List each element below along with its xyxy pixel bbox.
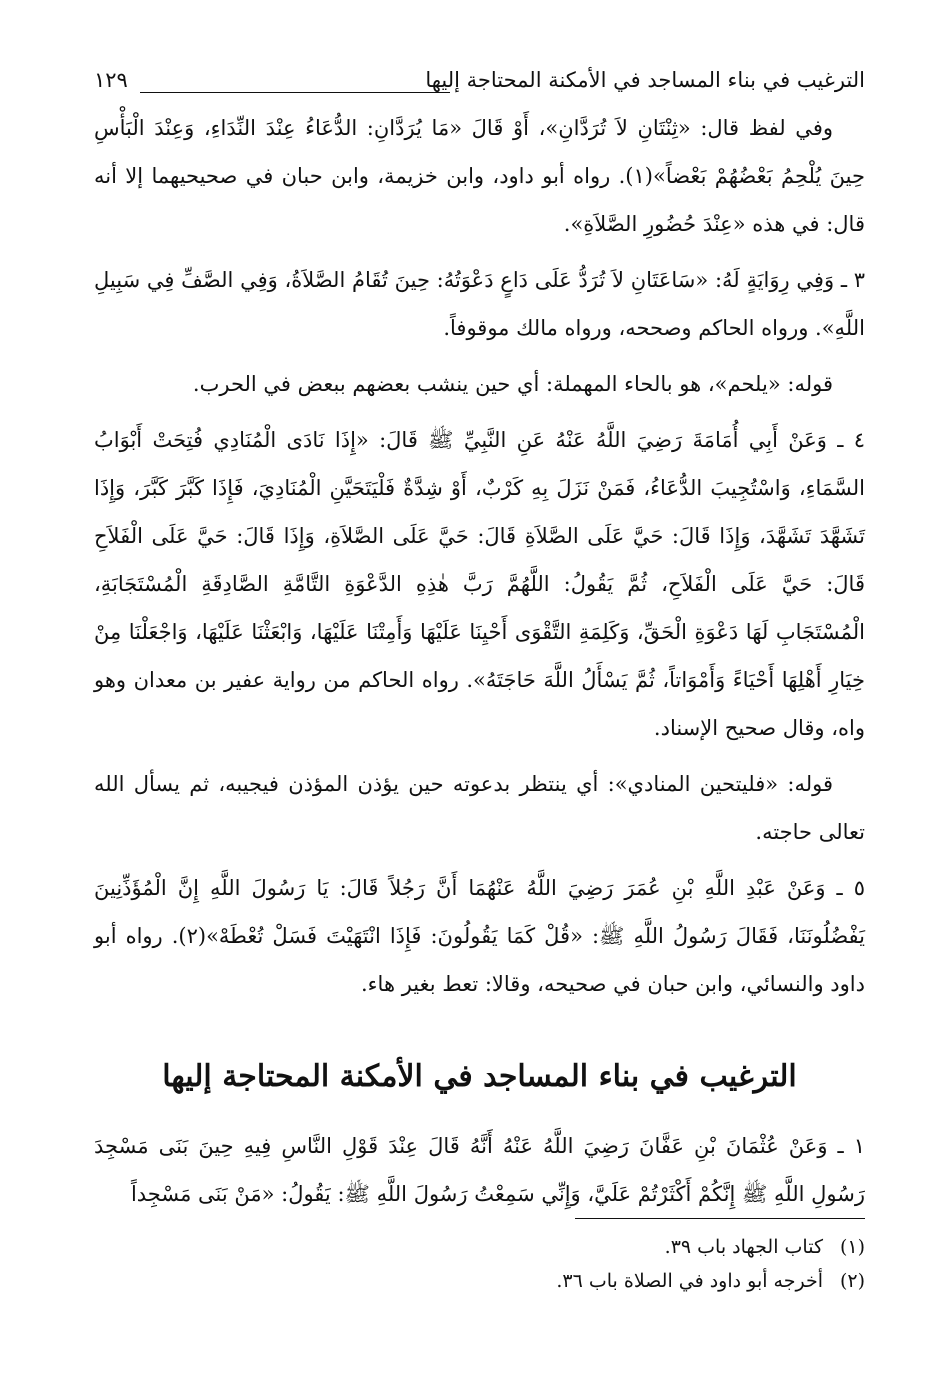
section-heading: الترغيب في بناء المساجد في الأمكنة المحتاجة إليها [162, 1059, 797, 1094]
commentary-paragraph: قوله: «يلحم»، هو بالحاء المهملة: أي حين ينشب بعضهم ببعض في الحرب. [192, 372, 833, 396]
main-text [94, 104, 865, 1008]
footnote-item [94, 1264, 865, 1298]
hadith-paragraph: ٤ ـ وَعَنْ أَبِي أُمَامَةَ رَضِيَ اللَّهُ عَنْهُ عَنِ النَّبِيِّ ﷺ قَالَ: «إِذَا نَادَى الْمُنَادِي فُتِحَتْ أَبْوَابُ السَّمَاءِ، وَاسْتُجِيبَ الدُّعَاءُ، فَمَنْ نَزَلَ بِهِ كَرْبٌ، أَوْ شِدَّةٌ فَلْيَتَحَيَّنِ الْمُنَادِيَ، فَإِذَا كَبَّرَ كَبَّرَ، وَإِذَا تَشَهَّدَ تَشَهَّدَ، وَإِذَا قَالَ: حَيَّ عَلَى الصَّلاَةِ قَالَ: حَيَّ عَلَى الصَّلاَةِ، وَإِذَا قَالَ: حَيَّ عَلَى الْفَلاَحِ قَالَ: حَيَّ عَلَى الْفَلاَحِ، ثُمَّ يَقُولُ: اللَّهُمَّ رَبَّ هٰذِهِ الدَّعْوَةِ التَّامَّةِ الصَّادِقَةِ الْمُسْتَجَابَةِ، الْمُسْتَجَابِ لَهَا دَعْوَةِ الْحَقِّ، وَكَلِمَةِ التَّقْوَى أَحْيِنَا عَلَيْهَا وَأَمِتْنَا عَلَيْهَا، وَابْعَثْنَا عَلَيْهَا، وَاجْعَلْنَا مِنْ خِيَارِ أَهْلِهَا أَحْيَاءً وَأَمْوَاتاً، ثُمَّ يَسْأَلُ اللَّهَ حَاجَتَهُ». رواه الحاكم من رواية عفير بن معدان وهو واه، وقال صحيح الإسناد. [94, 428, 866, 740]
header-rule [140, 92, 450, 93]
running-header-title: الترغيب في بناء المساجد في الأمكنة المحتاجة إليها [425, 68, 865, 92]
footnote-item [94, 1230, 865, 1264]
page-number: ١٢٩ [94, 68, 128, 92]
hadith-paragraph: ١ ـ وَعَنْ عُثْمَانَ بْنِ عَفَّانَ رَضِيَ اللَّهُ عَنْهُ أَنَّهُ قَالَ عِنْدَ قَوْلِ النَّاسِ فِيهِ حِينَ بَنَى مَسْجِدَ رَسُولِ اللَّهِ ﷺ إِنَّكُمْ أَكْثَرْتُمْ عَلَيَّ، وَإِنِّي سَمِعْتُ رَسُولَ اللَّهِ ﷺ: يَقُولُ: «مَنْ بَنَى مَسْجِداً [94, 1134, 865, 1206]
footnote-mark: (٢) [839, 1270, 865, 1292]
footnote-separator [575, 1218, 865, 1219]
paragraph: وفي لفظ قال: «ثِنْتَانِ لاَ تُرَدَّانِ»، أَوْ قَالَ «مَا يُرَدَّانِ: الدُّعَاءُ عِنْدَ النِّدَاءِ، وَعِنْدَ الْبَأْسِ حِينَ يُلْحِمُ بَعْضُهُمْ بَعْضاً»(١). رواه أبو داود، وابن خزيمة، وابن حبان في صحيحيهما إلا أنه قال: في هذه «عِنْدَ حُضُورِ الصَّلاَةِ». [94, 116, 865, 236]
commentary-paragraph: قوله: «فليتحين المنادي»: أي ينتظر بدعوته حين يؤذن المؤذن فيجيبه، ثم يسأل الله تعالى حاجته. [94, 772, 865, 844]
running-header [94, 52, 865, 104]
section-text [94, 1122, 865, 1218]
hadith-paragraph: ٣ ـ وَفِي رِوَايَةٍ لَهُ: «سَاعَتَانِ لاَ تُرَدُّ عَلَى دَاعٍ دَعْوَتُهُ: حِينَ تُقَامُ الصَّلاَةُ، وَفِي الصَّفِّ فِي سَبِيلِ اللَّهِ». ورواه الحاكم وصححه، ورواه مالك موقوفاً. [94, 268, 865, 340]
footnote-text: كتاب الجهاد باب ٣٩. [664, 1236, 823, 1258]
footnotes [94, 1230, 865, 1298]
hadith-paragraph: ٥ ـ وَعَنْ عَبْدِ اللَّهِ بْنِ عُمَرَ رَضِيَ اللَّهُ عَنْهُمَا أَنَّ رَجُلاً قَالَ: يَا رَسُولَ اللَّهِ إِنَّ الْمُؤَذِّنِينَ يَفْضُلُونَنَا، فَقَالَ رَسُولُ اللَّهِ ﷺ: «قُلْ كَمَا يَقُولُونَ: فَإِذَا انْتَهَيْتَ فَسَلْ تُعْطَهْ»(٢). رواه أبو داود والنسائي، وابن حبان في صحيحه، وقالا: تعط بغير هاء. [94, 876, 865, 996]
footnote-text: أخرجه أبو داود في الصلاة باب ٣٦. [556, 1270, 823, 1292]
footnote-mark: (١) [839, 1236, 865, 1258]
